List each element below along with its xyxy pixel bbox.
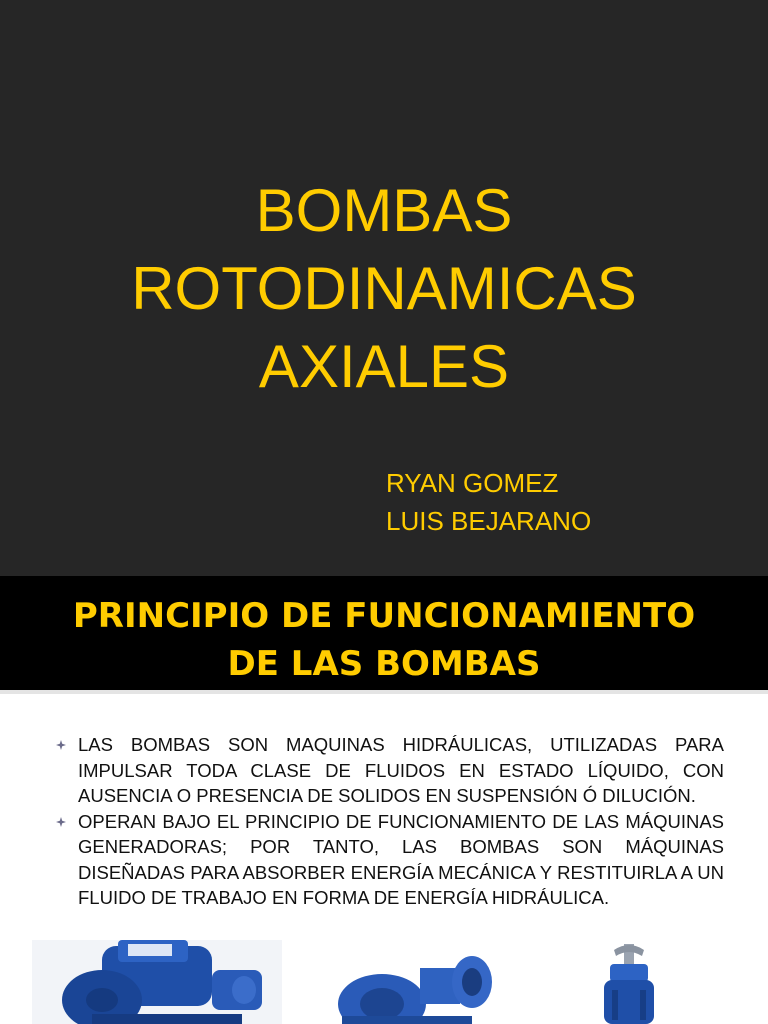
author-1: RYAN GOMEZ	[386, 468, 559, 498]
blue-centrifugal-pump-photo	[322, 952, 502, 1024]
authors	[386, 464, 591, 540]
diamond-bullet-icon	[56, 817, 66, 827]
heading-line-1: PRINCIPIO DE FUNCIONAMIENTO	[72, 596, 696, 636]
author-2: LUIS BEJARANO	[386, 506, 592, 536]
slide-header	[0, 576, 768, 694]
bullet-item	[54, 732, 724, 809]
slide-heading	[0, 592, 768, 688]
bullet-list	[54, 732, 724, 911]
blue-submersible-pump-photo	[584, 940, 674, 1024]
bullet-item	[54, 809, 724, 911]
bullet-text-1: LAS BOMBAS SON MAQUINAS HIDRÁULICAS, UTILIZADAS PARA IMPULSAR TODA CLASE DE FLUIDOS EN ESTADO LÍQUIDO, CON AUSENCIA O PRESENCIA DE SOLIDOS EN SUSPENSIÓN Ó DILUCIÓN.	[78, 734, 724, 806]
blue-surface-pump-photo	[32, 940, 282, 1024]
title-line-1: BOMBAS	[255, 177, 513, 244]
bullet-text-2: OPERAN BAJO EL PRINCIPIO DE FUNCIONAMIENTO DE LAS MÁQUINAS GENERADORAS; POR TANTO, LAS BOMBAS SON MÁQUINAS DISEÑADAS PARA ABSORBER ENERGÍA MECÁNICA Y RESTITUIRLA A UN FLUIDO DE TRABAJO EN FORMA DE ENERGÍA HIDRÁULICA.	[78, 810, 724, 908]
title-line-2: ROTODINAMICAS	[131, 255, 637, 322]
slide-title	[0, 172, 768, 406]
title-line-3: AXIALES	[258, 333, 510, 400]
diamond-bullet-icon	[56, 740, 66, 750]
heading-line-2: DE LAS BOMBAS	[227, 644, 541, 684]
